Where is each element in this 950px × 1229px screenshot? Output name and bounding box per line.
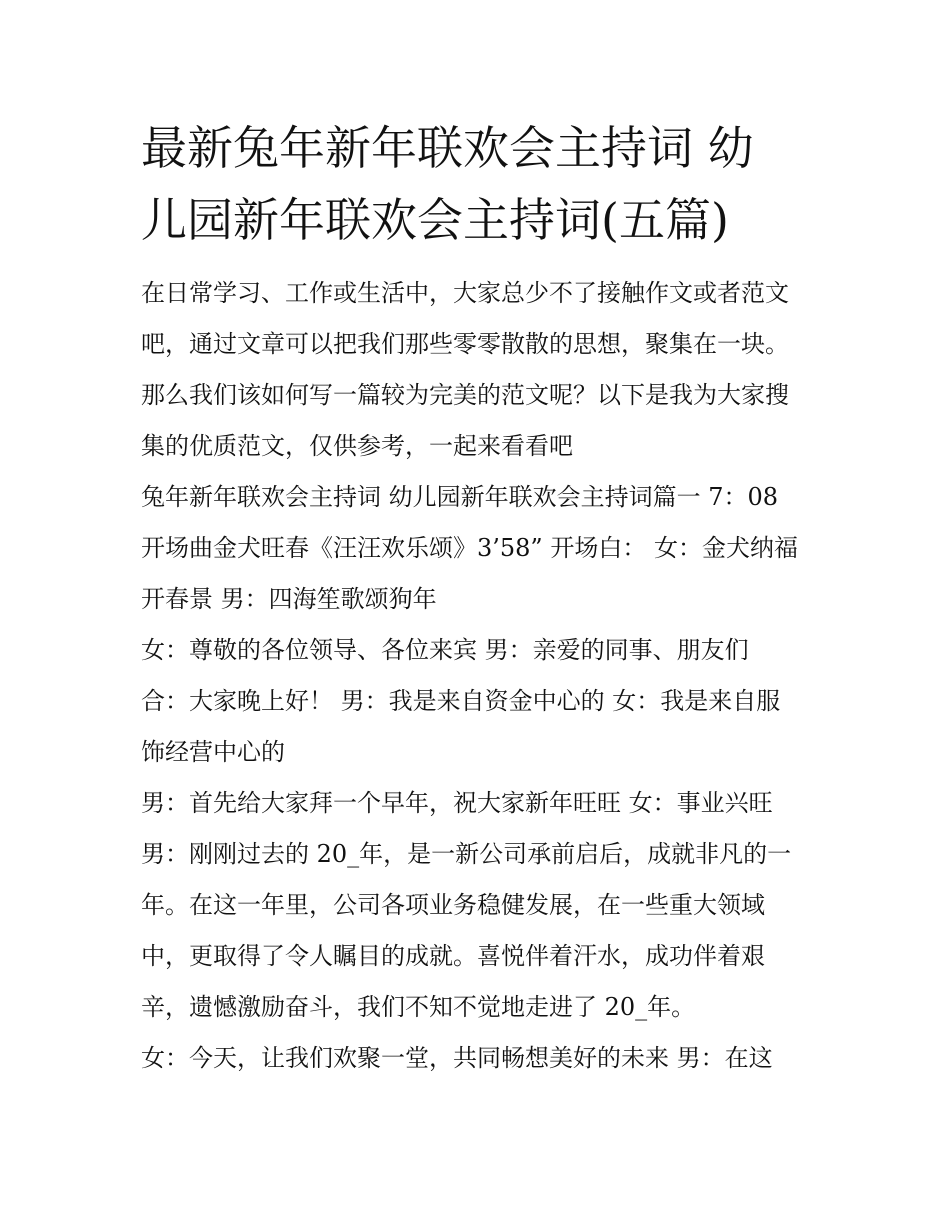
body-line: 集的优质范文，仅供参考，一起来看看吧 [141,432,573,460]
body-line: 辛，遗憾激励奋斗，我们不知不觉地走进了 20_年。 [141,993,696,1021]
title-line: 最新兔年新年联欢会主持词 幼 [141,121,754,175]
body-line: 在日常学习、工作或生活中，大家总少不了接触作文或者范文 [141,279,789,307]
body-line: 女：今天，让我们欢聚一堂，共同畅想美好的未来 男：在这 [141,1044,773,1072]
document-page [141,112,821,1084]
body-line: 饰经营中心的 [141,738,285,766]
body-line: 中，更取得了令人瞩目的成就。喜悦伴着汗水，成功伴着艰 [141,942,765,970]
body-line: 吧，通过文章可以把我们那些零零散散的思想，聚集在一块。 [141,330,789,358]
body-line: 兔年新年联欢会主持词 幼儿园新年联欢会主持词篇一 7：08 [141,483,779,511]
body-line: 那么我们该如何写一篇较为完美的范文呢？以下是我为大家搜 [141,381,789,409]
document-body [141,268,821,1084]
body-line: 男：刚刚过去的 20_年，是一新公司承前启后，成就非凡的一 [141,840,792,868]
title-line: 儿园新年联欢会主持词(五篇) [141,193,729,247]
body-line: 开春景 男：四海笙歌颂狗年 [141,585,437,613]
body-line: 开场曲金犬旺春《汪汪欢乐颂》3’58” 开场白： 女：金犬纳福 [141,534,798,562]
body-line: 年。在这一年里，公司各项业务稳健发展，在一些重大领域 [141,891,765,919]
document-title [141,112,821,256]
body-line: 女：尊敬的各位领导、各位来宾 男：亲爱的同事、朋友们 [141,636,749,664]
body-line: 男：首先给大家拜一个早年，祝大家新年旺旺 女：事业兴旺 [141,789,773,817]
body-line: 合：大家晚上好！ 男：我是来自资金中心的 女：我是来自服 [141,687,781,715]
